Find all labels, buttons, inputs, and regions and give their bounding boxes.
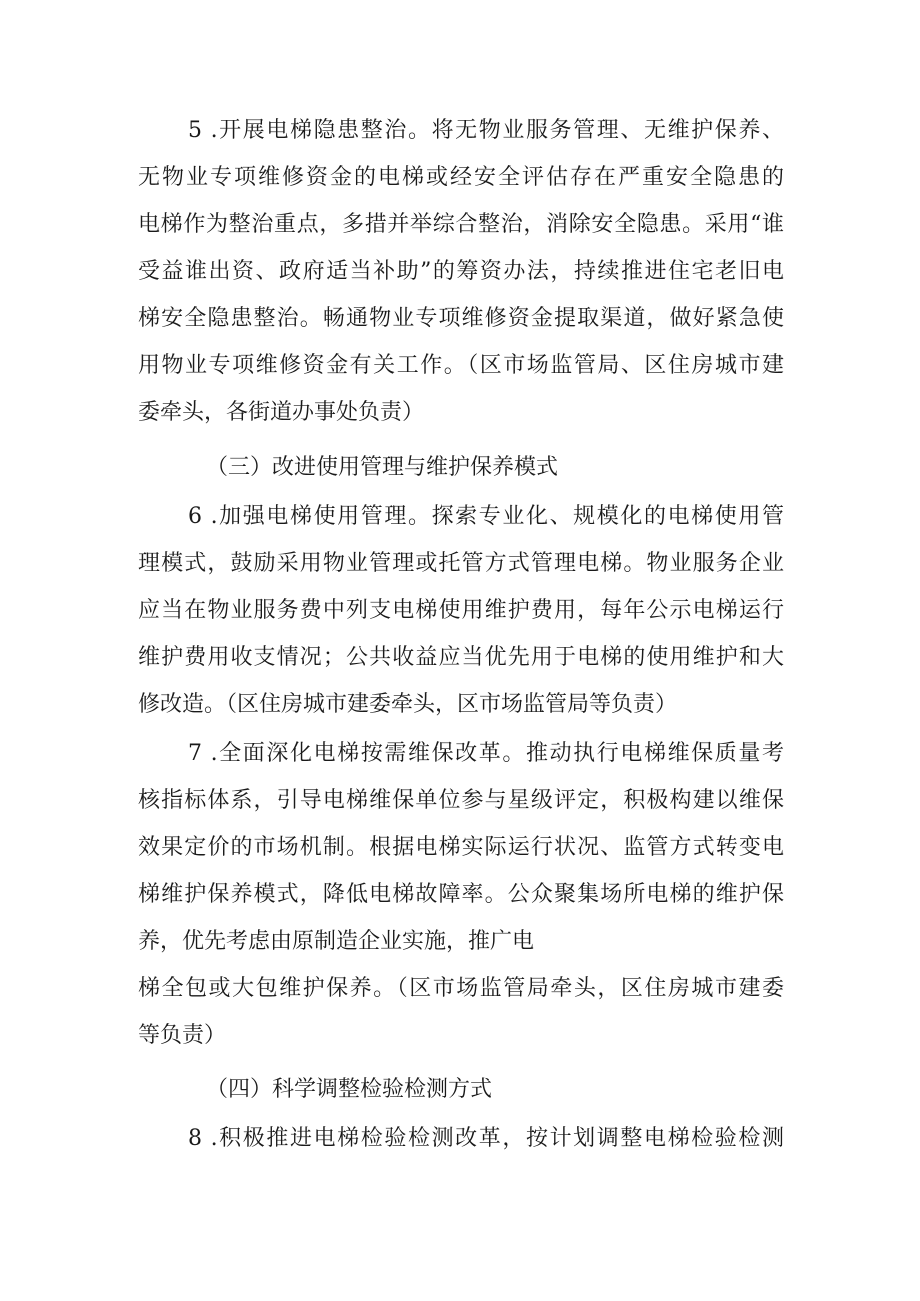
text-line: 委牵头，各街道办事处负责）: [138, 400, 425, 425]
text-line: 等负责）: [138, 1023, 227, 1048]
text-line: 受益谁出资、政府适当补助”的筹资办法，持续推进住宅老旧电: [138, 259, 784, 284]
text-line: 效果定价的市场机制。根据电梯实际运行状况、监管方式转变电: [138, 835, 784, 860]
text-line: 梯安全隐患整治。畅通物业专项维修资金提取渠道，做好紧急使: [138, 306, 784, 331]
text-line: 无物业专项维修资金的电梯或经安全评估存在严重安全隐患的: [138, 165, 784, 190]
text-line: 修改造。（区住房城市建委牵头，区市场监管局等负责）: [138, 692, 678, 717]
text-line: 5 .开展电梯隐患整治。将无物业服务管理、无维护保养、: [188, 118, 784, 143]
text-line: 梯维护保养模式，降低电梯故障率。公众聚集场所电梯的维护保: [138, 882, 784, 907]
text-line: 养，优先考虑由原制造企业实施，推广电: [138, 929, 535, 954]
text-line: 8 .积极推进电梯检验检测改革，按计划调整电梯检验检测: [188, 1126, 784, 1151]
text-line: 理模式，鼓励采用物业管理或托管方式管理电梯。物业服务企业: [138, 551, 784, 576]
text-line: 6 .加强电梯使用管理。探索专业化、规模化的电梯使用管: [188, 504, 784, 529]
section-heading: （三）改进使用管理与维护保养模式: [206, 455, 559, 480]
text-line: 应当在物业服务费中列支电梯使用维护费用，每年公示电梯运行: [138, 598, 784, 623]
text-line: 用物业专项维修资金有关工作。（区市场监管局、区住房城市建: [138, 353, 784, 378]
text-line: 维护费用收支情况；公共收益应当优先用于电梯的使用维护和大: [138, 645, 784, 670]
text-line: 电梯作为整治重点，多措并举综合整治，消除安全隐患。采用“谁: [138, 212, 784, 237]
section-heading: （四）科学调整检验检测方式: [206, 1077, 493, 1102]
text-line: 核指标体系，引导电梯维保单位参与星级评定，积极构建以维保: [138, 788, 784, 813]
text-line: 梯全包或大包维护保养。（区市场监管局牵头，区住房城市建委: [138, 976, 784, 1001]
text-line: 7 .全面深化电梯按需维保改革。推动执行电梯维保质量考: [188, 741, 784, 766]
